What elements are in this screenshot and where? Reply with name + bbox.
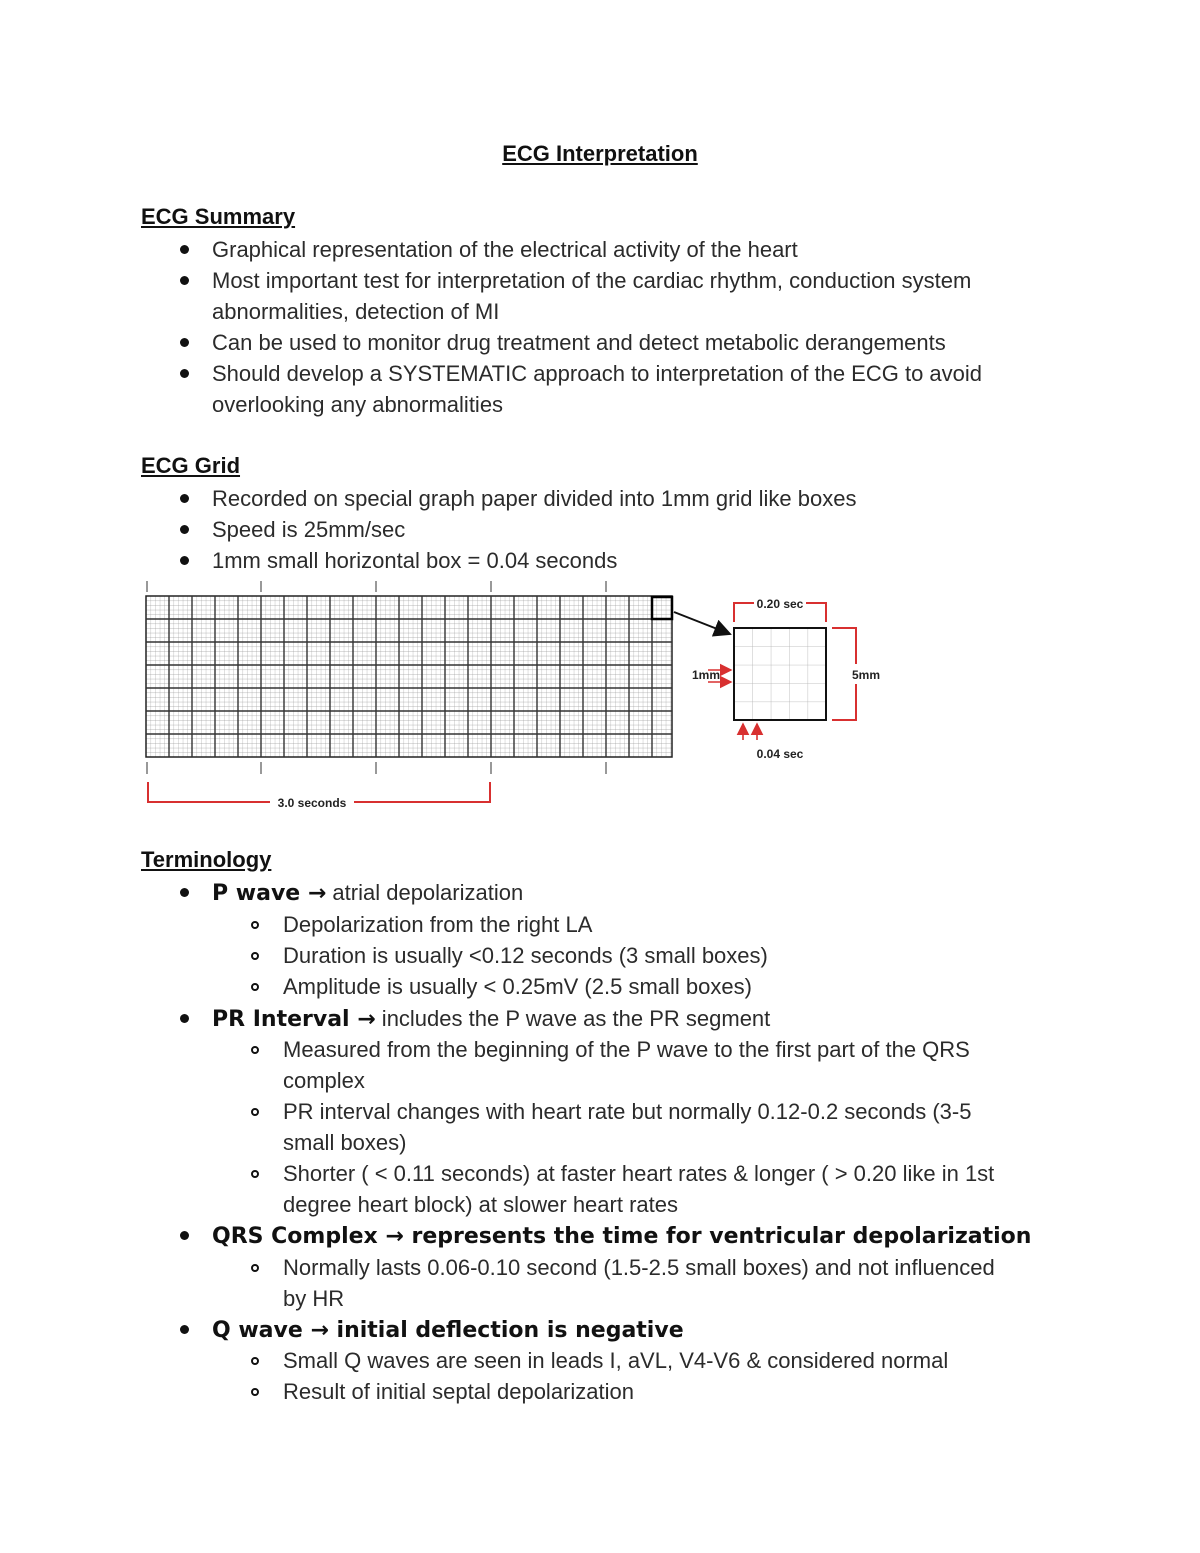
bullet-icon: [180, 338, 189, 347]
term-label: QRS Complex → represents the time for ventricular depolarization: [212, 1224, 1032, 1249]
summary-item-continued: overlooking any abnormalities: [212, 392, 504, 417]
sub-item: Duration is usually <0.12 seconds (3 small boxes): [283, 943, 768, 968]
zoomed-large-box: [734, 628, 826, 720]
circle-bullet-icon: [251, 1357, 259, 1365]
summary-item-continued: abnormalities, detection of MI: [212, 299, 500, 324]
bullet-icon: [180, 556, 189, 565]
label-5mm: 5mm: [852, 668, 880, 682]
circle-bullet-icon: [251, 1170, 259, 1178]
bullet-icon: [180, 369, 189, 378]
summary-item: Can be used to monitor drug treatment and detect metabolic derangements: [212, 330, 946, 355]
sub-item: Depolarization from the right LA: [283, 912, 593, 937]
zoom-arrow: [674, 612, 730, 634]
term-p-wave: [212, 877, 523, 909]
sub-item: Normally lasts 0.06-0.10 second (1.5-2.5 small boxes) and not influenced: [283, 1255, 995, 1280]
bullet-icon: [180, 245, 189, 254]
circle-bullet-icon: [251, 1046, 259, 1054]
label-004-sec: 0.04 sec: [756, 747, 804, 761]
label-020-sec: 0.20 sec: [756, 597, 804, 611]
sub-item-continued: degree heart block) at slower heart rates: [283, 1192, 678, 1217]
summary-item: Graphical representation of the electrical activity of the heart: [212, 237, 798, 262]
ecg-grid-figure: [140, 578, 880, 813]
term-qrs-complex: [212, 1220, 1031, 1252]
term-description: includes the P wave as the PR segment: [375, 1006, 771, 1031]
time-ticks-top: [147, 581, 606, 592]
label-1mm: 1mm: [692, 668, 721, 682]
document-title: ECG Interpretation: [502, 141, 698, 166]
section-heading-summary: ECG Summary: [141, 204, 296, 229]
bullet-icon: [180, 888, 189, 897]
bullet-icon: [180, 1014, 189, 1023]
bullet-icon: [180, 494, 189, 503]
section-heading-grid: ECG Grid: [141, 453, 241, 478]
bullet-icon: [180, 1325, 189, 1334]
term-description: atrial depolarization: [326, 880, 524, 905]
time-ticks-bottom: [147, 762, 606, 774]
term-q-wave: [212, 1314, 684, 1346]
circle-bullet-icon: [251, 1388, 259, 1396]
summary-item: Should develop a SYSTEMATIC approach to interpretation of the ECG to avoid: [212, 361, 983, 386]
sub-item: Shorter ( < 0.11 seconds) at faster heart rates & longer ( > 0.20 like in 1st: [283, 1161, 995, 1186]
sub-item-continued: complex: [283, 1068, 365, 1093]
term-label: PR Interval →: [212, 1007, 376, 1032]
sub-item: Measured from the beginning of the P wave to the first part of the QRS: [283, 1037, 970, 1062]
bullet-icon: [180, 276, 189, 285]
section-heading-terminology: Terminology: [141, 847, 272, 872]
sub-item-continued: by HR: [283, 1286, 345, 1311]
circle-bullet-icon: [251, 921, 259, 929]
bullet-icon: [180, 1231, 189, 1240]
sub-item-continued: small boxes): [283, 1130, 407, 1155]
circle-bullet-icon: [251, 1264, 259, 1272]
circle-bullet-icon: [251, 952, 259, 960]
term-pr-interval: [212, 1003, 770, 1035]
circle-bullet-icon: [251, 983, 259, 991]
term-label: P wave →: [212, 881, 327, 906]
ecg-paper-strip: [146, 596, 672, 757]
sub-item: Small Q waves are seen in leads I, aVL, V4-V6 & considered normal: [283, 1348, 949, 1373]
grid-item: Speed is 25mm/sec: [212, 517, 406, 542]
grid-item: Recorded on special graph paper divided into 1mm grid like boxes: [212, 486, 857, 511]
bullet-icon: [180, 525, 189, 534]
sub-item: Amplitude is usually < 0.25mV (2.5 small boxes): [283, 974, 752, 999]
sub-item: PR interval changes with heart rate but normally 0.12-0.2 seconds (3-5: [283, 1099, 972, 1124]
label-3-seconds: 3.0 seconds: [277, 796, 347, 810]
circle-bullet-icon: [251, 1108, 259, 1116]
grid-item: 1mm small horizontal box = 0.04 seconds: [212, 548, 618, 573]
sub-item: Result of initial septal depolarization: [283, 1379, 634, 1404]
summary-item: Most important test for interpretation of the cardiac rhythm, conduction system: [212, 268, 972, 293]
term-label: Q wave → initial deflection is negative: [212, 1318, 684, 1343]
